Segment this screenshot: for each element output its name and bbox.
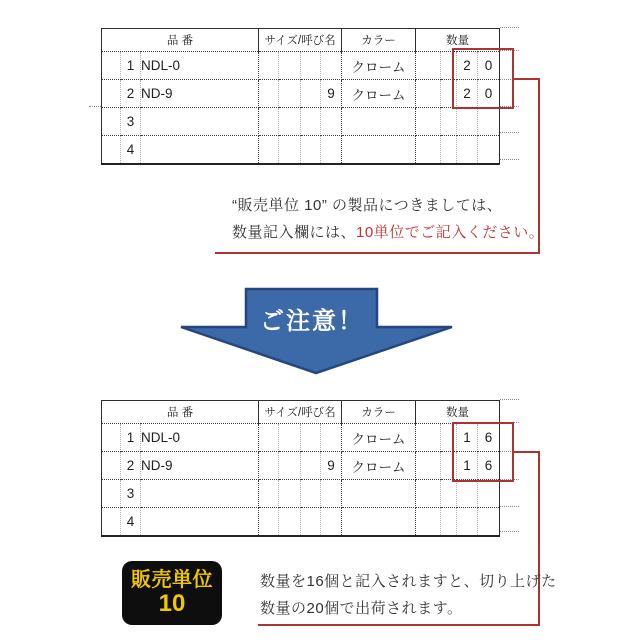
empty-cell: [102, 52, 121, 80]
table-continuation-stub: [500, 132, 519, 133]
empty-cell: [102, 452, 121, 480]
note-line: [232, 219, 544, 246]
row-number: 3: [121, 108, 141, 136]
qty-digit-ones: [478, 136, 500, 165]
part-no-cell: NDL-0: [141, 424, 259, 452]
empty-cell: [259, 52, 279, 80]
color-cell: [342, 480, 416, 508]
qty-digit-tens: 1: [457, 452, 478, 480]
note-text-black: 数量記入欄には、: [232, 224, 357, 241]
empty-cell: [102, 80, 121, 108]
part-no-cell: ND-9: [141, 452, 259, 480]
empty-cell: [301, 136, 321, 165]
header-size: サイズ/呼び名: [259, 401, 342, 424]
empty-cell: [279, 452, 301, 480]
table-continuation-stub: [89, 106, 101, 107]
header-part-no: 品 番: [102, 401, 259, 424]
qty-digit-tens: 2: [457, 80, 478, 108]
qty-digit-tens: 1: [457, 424, 478, 452]
empty-cell: [416, 136, 441, 165]
empty-cell: [441, 136, 457, 165]
annotation-connector: [513, 451, 540, 453]
header-part-no: 品 番: [102, 29, 259, 52]
empty-cell: [279, 52, 301, 80]
empty-cell: [259, 108, 279, 136]
table-row: [102, 108, 500, 136]
note-sales-unit: [232, 192, 544, 246]
qty-digit-tens: [457, 480, 478, 508]
qty-digit-ones: [478, 108, 500, 136]
note-text-red: 10単位でご記入ください。: [356, 224, 545, 241]
qty-digit-ones: 0: [478, 80, 500, 108]
empty-cell: [416, 108, 441, 136]
empty-cell: [416, 452, 441, 480]
color-cell: クローム: [342, 80, 416, 108]
sales-unit-badge-label: 販売単位: [131, 569, 213, 591]
empty-cell: [102, 424, 121, 452]
color-cell: [342, 108, 416, 136]
size-cell: [321, 480, 342, 508]
size-cell: [321, 136, 342, 165]
note-line: 数量を16個と記入されますと、切り上げた: [260, 573, 557, 590]
empty-cell: [301, 52, 321, 80]
empty-cell: [416, 52, 441, 80]
empty-cell: [301, 452, 321, 480]
qty-digit-ones: [478, 480, 500, 508]
empty-cell: [259, 480, 279, 508]
table-row: [102, 452, 500, 480]
table-continuation-stub: [500, 159, 519, 160]
qty-digit-tens: [457, 508, 478, 537]
part-no-cell: NDL-0: [141, 52, 259, 80]
row-number: 4: [121, 136, 141, 165]
empty-cell: [259, 508, 279, 537]
header-color: カラー: [342, 401, 416, 424]
empty-cell: [301, 424, 321, 452]
empty-cell: [279, 136, 301, 165]
size-cell: [321, 108, 342, 136]
empty-cell: [102, 480, 121, 508]
empty-cell: [279, 480, 301, 508]
color-cell: [342, 508, 416, 537]
empty-cell: [441, 480, 457, 508]
row-number: 1: [121, 424, 141, 452]
table-continuation-stub: [500, 399, 519, 400]
row-number: 2: [121, 80, 141, 108]
qty-digit-ones: 6: [478, 424, 500, 452]
order-table-after: [101, 400, 500, 537]
empty-cell: [416, 508, 441, 537]
size-cell: 9: [321, 80, 342, 108]
table-row: [102, 480, 500, 508]
qty-digit-ones: 6: [478, 452, 500, 480]
annotation-underline: [258, 624, 540, 626]
empty-cell: [416, 80, 441, 108]
qty-highlight-box: [452, 422, 514, 482]
part-no-cell: [141, 480, 259, 508]
header-qty: 数量: [416, 29, 500, 52]
qty-digit-ones: 0: [478, 52, 500, 80]
qty-digit-tens: [457, 136, 478, 165]
table-row: [102, 52, 500, 80]
qty-highlight-box: [452, 48, 514, 109]
empty-cell: [102, 136, 121, 165]
empty-cell: [102, 108, 121, 136]
header-color: カラー: [342, 29, 416, 52]
size-cell: [321, 424, 342, 452]
annotation-connector: [513, 78, 540, 80]
size-cell: [321, 52, 342, 80]
row-number: 2: [121, 452, 141, 480]
color-cell: クローム: [342, 52, 416, 80]
empty-cell: [279, 108, 301, 136]
empty-cell: [259, 80, 279, 108]
color-cell: [342, 136, 416, 165]
note-line: 数量の20個で出荷されます。: [260, 600, 463, 617]
header-size: サイズ/呼び名: [259, 29, 342, 52]
empty-cell: [441, 508, 457, 537]
part-no-cell: [141, 108, 259, 136]
size-cell: [321, 508, 342, 537]
table-header-row: [102, 401, 500, 424]
empty-cell: [259, 136, 279, 165]
sales-unit-badge-value: 10: [158, 590, 186, 617]
qty-digit-ones: [478, 508, 500, 537]
size-cell: 9: [321, 452, 342, 480]
color-cell: クローム: [342, 452, 416, 480]
note-line: “販売単位 10” の製品につきましては、: [232, 197, 503, 214]
row-number: 1: [121, 52, 141, 80]
color-cell: クローム: [342, 424, 416, 452]
table-row: [102, 80, 500, 108]
attention-arrow-label: ご注意！: [260, 308, 364, 335]
table-row: [102, 424, 500, 452]
empty-cell: [301, 108, 321, 136]
table-row: [102, 508, 500, 537]
part-no-cell: ND-9: [141, 80, 259, 108]
table-continuation-stub: [500, 531, 519, 532]
empty-cell: [441, 108, 457, 136]
empty-cell: [102, 508, 121, 537]
empty-cell: [279, 424, 301, 452]
qty-digit-tens: 2: [457, 52, 478, 80]
empty-cell: [301, 508, 321, 537]
empty-cell: [279, 80, 301, 108]
part-no-cell: [141, 508, 259, 537]
order-table-before: [101, 28, 500, 165]
empty-cell: [416, 424, 441, 452]
table-continuation-stub: [500, 27, 519, 28]
empty-cell: [301, 480, 321, 508]
annotation-underline: [215, 252, 540, 254]
empty-cell: [259, 424, 279, 452]
row-number: 4: [121, 508, 141, 537]
header-qty: 数量: [416, 401, 500, 424]
sales-unit-badge: [122, 561, 222, 625]
table-row: [102, 136, 500, 165]
qty-digit-tens: [457, 108, 478, 136]
note-rounding: [260, 568, 557, 622]
empty-cell: [301, 80, 321, 108]
table-header-row: [102, 29, 500, 52]
empty-cell: [279, 508, 301, 537]
part-no-cell: [141, 136, 259, 165]
empty-cell: [259, 452, 279, 480]
row-number: 3: [121, 480, 141, 508]
table-continuation-stub: [500, 506, 519, 507]
empty-cell: [416, 480, 441, 508]
